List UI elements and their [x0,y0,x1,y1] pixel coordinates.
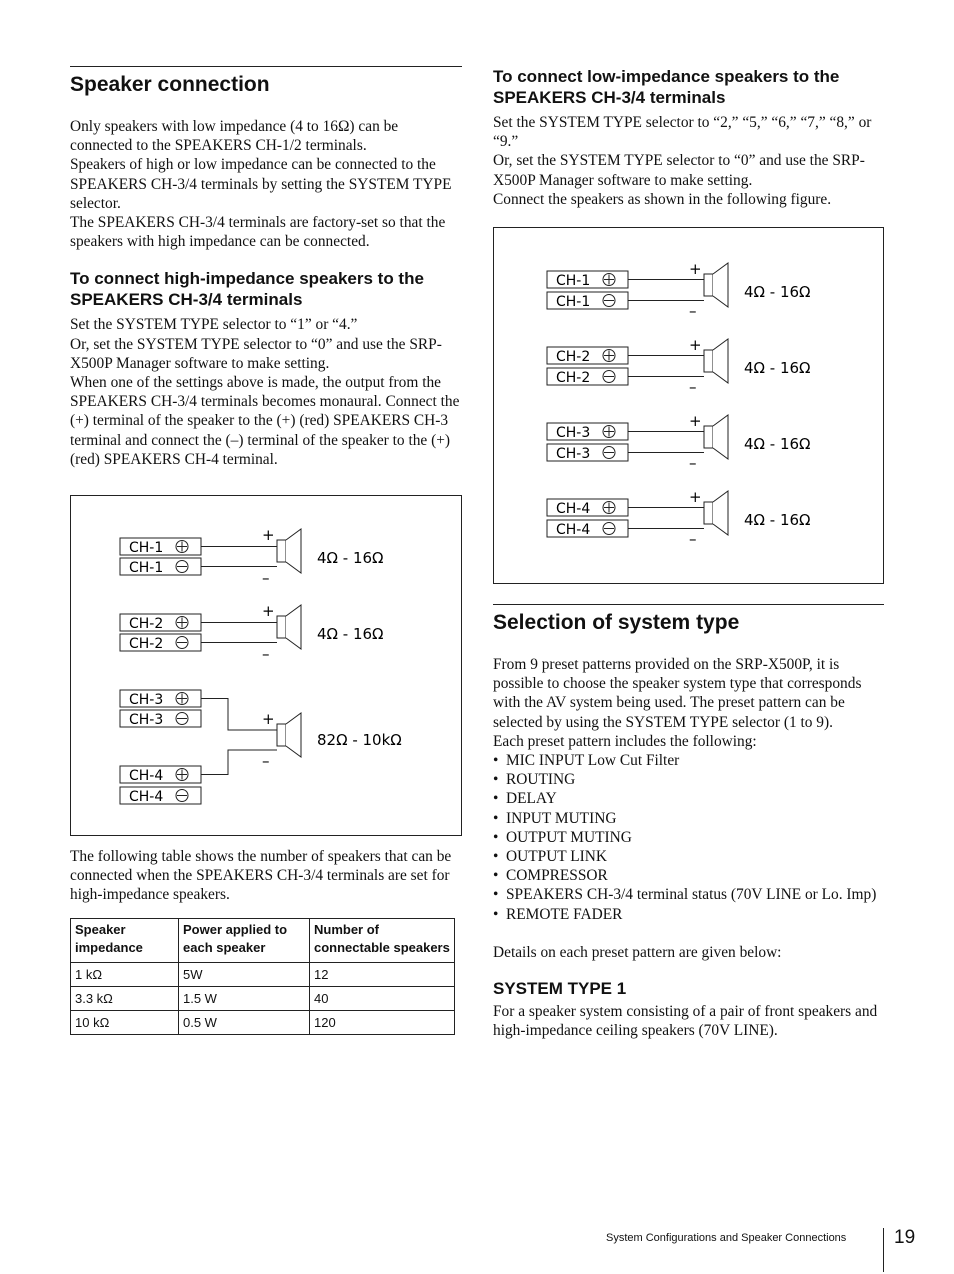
table-header-cell: Power applied to each speaker [179,919,310,963]
table-cell: 1 kΩ [71,963,179,987]
terminal-ch3-plus-label: CH-3 [556,425,591,441]
high-impedance-wiring-svg [71,496,461,835]
intro-para-1: Only speakers with low impedance (4 to 16Ω) can be connected to the SPEAKERS CH-1/2 terminals. [70,118,399,155]
selection-section [493,604,884,1040]
terminal-ch1-plus-label: CH-1 [556,273,591,289]
speaker-icon [704,339,728,383]
list-item: • OUTPUT LINK [493,847,884,866]
intro-para-2: Speakers of high or low impedance can be connected to the SPEAKERS CH-3/4 terminals by setting the SYSTEM TYPE selector. [70,156,452,212]
terminal-ch2-minus-label: CH-2 [556,370,591,386]
table-cell: 10 kΩ [71,1011,179,1035]
system-type-1-heading: SYSTEM TYPE 1 [493,979,627,999]
table-cell: 12 [310,963,455,987]
page-number: 19 [894,1227,916,1248]
polarity-plus: + [262,602,275,620]
low-impedance-heading: To connect low-impedance speakers to the SPEAKERS CH-3/4 terminals [493,67,840,107]
right-column [493,66,885,1040]
table-cell: 40 [310,987,455,1011]
speaker-icon [277,605,301,649]
list-item: • COMPRESSOR [493,866,884,885]
speaker-icon [704,415,728,459]
polarity-minus: – [262,645,270,663]
polarity-plus: + [689,336,702,354]
terminal-ch1-plus-label: CH-1 [129,540,164,556]
impedance-range-label: 4Ω - 16Ω [744,511,811,529]
impedance-range-label: 4Ω - 16Ω [744,283,811,301]
polarity-plus: + [262,710,275,728]
terminal-ch4-plus-label: CH-4 [556,501,591,517]
table-cell: 120 [310,1011,455,1035]
list-item: • SPEAKERS CH-3/4 terminal status (70V LINE or Lo. Imp) [493,885,884,904]
terminal-ch3-plus-label: CH-3 [129,692,164,708]
details-para: Details on each preset pattern are given below: [493,943,782,961]
table-header-cell: Speaker impedance [71,919,179,963]
table-row [71,987,455,1011]
channel-group-ch2 [547,336,811,396]
table-header-row [71,919,455,963]
polarity-plus: + [689,260,702,278]
polarity-minus: – [262,752,270,770]
polarity-plus: + [262,526,275,544]
terminal-ch3-minus-label: CH-3 [556,446,591,462]
low-para-2: Or, set the SYSTEM TYPE selector to “0” and use the SRP-X500P Manager software to make setting. [493,152,865,189]
low-para-1: Set the SYSTEM TYPE selector to “2,” “5,” “6,” “7,” “8,” or “9.” [493,114,872,151]
speaker-icon [704,263,728,307]
polarity-minus: – [262,569,270,587]
polarity-minus: – [689,530,697,548]
footer-section-title: System Configurations and Speaker Connections [606,1232,847,1244]
table-row [71,963,455,987]
selection-title: Selection of system type [493,611,740,634]
channel-group-ch3 [547,412,811,472]
list-item: • MIC INPUT Low Cut Filter [493,751,884,770]
speaker-icon [704,491,728,535]
high-impedance-diagram [70,495,462,836]
speaker-connection-title: Speaker connection [70,73,270,96]
impedance-range-label: 4Ω - 16Ω [744,359,811,377]
list-item: • REMOTE FADER [493,905,884,924]
channel-group-ch1 [547,260,811,320]
terminal-ch3-minus-label: CH-3 [129,712,164,728]
polarity-minus: – [689,378,697,396]
terminal-ch4-minus-label: CH-4 [556,522,591,538]
preset-feature-list [493,751,884,924]
selection-para-2: Each preset pattern includes the following: [493,732,757,750]
table-cell: 3.3 kΩ [71,987,179,1011]
list-item: • OUTPUT MUTING [493,828,884,847]
channel-group-ch4 [547,488,811,548]
low-para-3: Connect the speakers as shown in the following figure. [493,190,832,208]
polarity-minus: – [689,454,697,472]
terminal-ch2-minus-label: CH-2 [129,636,164,652]
terminal-ch2-plus-label: CH-2 [129,616,164,632]
footer-divider [883,1228,884,1272]
low-impedance-diagram [493,227,884,584]
table-intro: The following table shows the number of speakers that can be connected when the SPEAKERS CH-3/4 terminals are set for high-impedance speakers. [70,848,452,904]
impedance-range-label: 4Ω - 16Ω [317,625,384,643]
selection-para-1: From 9 preset patterns provided on the SRP-X500P, it is possible to choose the speaker system type that corresponds with the AV system being used. The preset pattern can be selected by using the SYSTEM TYPE selector (1 to 9). [493,656,862,731]
list-item: • ROUTING [493,770,884,789]
impedance-table [70,918,455,1035]
high-para-1: Set the SYSTEM TYPE selector to “1” or “4.” [70,316,358,334]
impedance-range-label: 4Ω - 16Ω [744,435,811,453]
polarity-minus: – [689,302,697,320]
terminal-ch1-minus-label: CH-1 [556,294,591,310]
table-row [71,1011,455,1035]
high-para-2: Or, set the SYSTEM TYPE selector to “0” and use the SRP-X500P Manager software to make setting. [70,335,442,372]
low-impedance-wiring-svg [494,228,883,583]
speaker-icon [277,529,301,573]
high-para-3: When one of the settings above is made, the output from the SPEAKERS CH-3/4 terminals becomes monaural. Connect the (+) terminal of the speaker to the (+) (red) SPEAKERS CH-3 terminal and connect the (–) terminal of the speaker to the (+) (red) SPEAKERS CH-4 terminal. [70,374,460,468]
left-column [70,66,462,1030]
terminal-ch2-plus-label: CH-2 [556,349,591,365]
impedance-range-label: 82Ω - 10kΩ [317,731,402,749]
speaker-icon [277,713,301,757]
table-header-cell: Number of connectable speakers [310,919,455,963]
list-item: • INPUT MUTING [493,809,884,828]
polarity-plus: + [689,488,702,506]
terminal-ch4-minus-label: CH-4 [129,789,164,805]
list-item: • DELAY [493,789,884,808]
system-type-1-para: For a speaker system consisting of a pair of front speakers and high-impedance ceiling speakers (70V LINE). [493,1003,878,1040]
high-impedance-heading: To connect high-impedance speakers to the SPEAKERS CH-3/4 terminals [70,269,424,310]
table-cell: 5W [179,963,310,987]
polarity-plus: + [689,412,702,430]
intro-para-3: The SPEAKERS CH-3/4 terminals are factory-set so that the speakers with high impedance can be connected. [70,214,446,251]
table-cell: 1.5 W [179,987,310,1011]
table-cell: 0.5 W [179,1011,310,1035]
terminal-ch1-minus-label: CH-1 [129,560,164,576]
impedance-range-label: 4Ω - 16Ω [317,549,384,567]
terminal-ch4-plus-label: CH-4 [129,768,164,784]
